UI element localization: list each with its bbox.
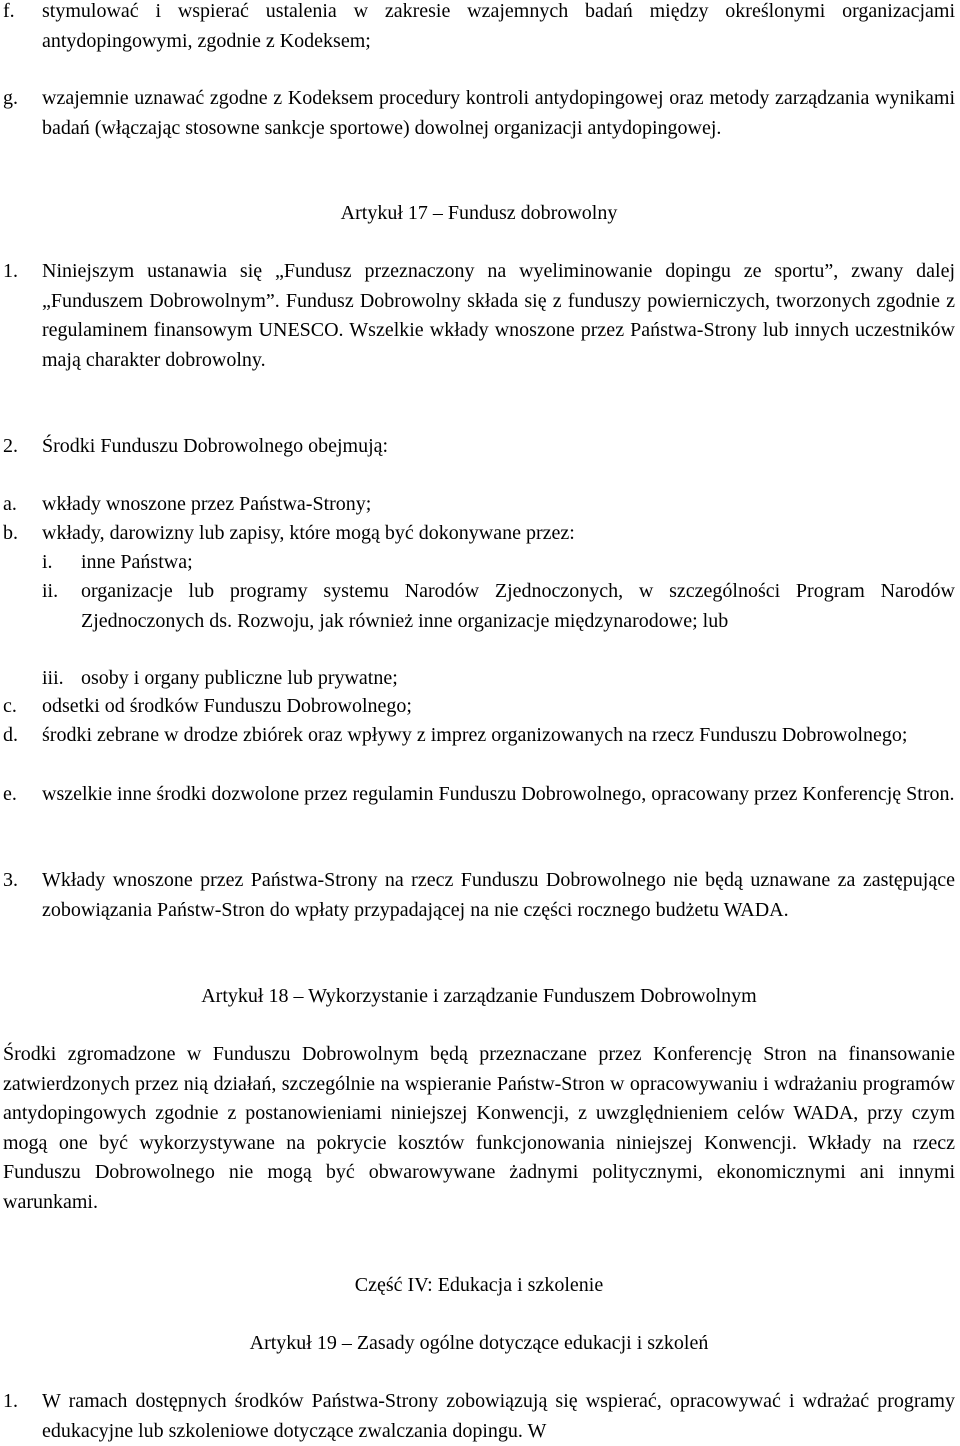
paragraph-text: W ramach dostępnych środków Państwa-Strony zobowiązują się wspierać, opracowywać i wdrażać programy edukacyjne lub szkoleniowe dotyczące zwalczania dopingu. W <box>42 1390 955 1442</box>
list-marker: i. <box>42 551 53 573</box>
article-17-heading: Artykuł 17 – Fundusz dobrowolny <box>340 202 618 224</box>
list-item-text: osoby i organy publiczne lub prywatne; <box>81 667 398 689</box>
list-item-text: odsetki od środków Funduszu Dobrowolnego; <box>42 695 412 717</box>
list-item-text: środki zebrane w drodze zbiórek oraz wpływy z imprez organizowanych na rzecz Funduszu Dobrowolnego; <box>42 724 908 746</box>
list-item-a <box>3 490 955 520</box>
article-19-paragraph-1 <box>3 1387 955 1446</box>
list-item-e <box>3 780 955 810</box>
list-marker: b. <box>3 522 18 544</box>
list-item-c <box>3 692 955 722</box>
article-18-heading: Artykuł 18 – Wykorzystanie i zarządzanie Funduszem Dobrowolnym <box>201 985 757 1007</box>
paragraph-number: 1. <box>3 260 18 282</box>
list-item-text: inne Państwa; <box>81 551 193 573</box>
paragraph-number: 1. <box>3 1390 18 1412</box>
list-item-text: organizacje lub programy systemu Narodów Zjednoczonych, w szczególności Program Narodów Zjednoczonych ds. Rozwoju, jak również inne organizacje międzynarodowe; lub <box>81 580 955 632</box>
list-marker: ii. <box>42 580 59 602</box>
article-17-paragraph-2 <box>3 432 955 462</box>
list-marker: d. <box>3 724 18 746</box>
paragraph-text: Wkłady wnoszone przez Państwa-Strony na rzecz Funduszu Dobrowolnego nie będą uznawane za zastępujące zobowiązania Państw-Stron do wpłaty przypadającej na nie części rocznego budżetu WADA. <box>42 869 955 921</box>
article-18-paragraph: Środki zgromadzone w Funduszu Dobrowolnym będą przeznaczane przez Konferencję Stron na finansowanie zatwierdzonych przez nią działań, szczególnie na wspieranie Państw-Stron w opracowywaniu i wdrażaniu programów antydopingowych zgodnie z postanowieniami niniejszej Konwencji, z uwzględnieniem celów WADA, przy czym mogą one być wykorzystywane na pokrycie kosztów funkcjonowania niniejszej Konwencji. Wkłady na rzecz Funduszu Dobrowolnego nie mogą być obwarowywane żadnymi politycznymi, ekonomicznymi ani innymi warunkami. <box>3 1043 955 1213</box>
list-item-text: wzajemnie uznawać zgodne z Kodeksem procedury kontroli antydopingowej oraz metody zarządzania wynikami badań (włączając stosowne sankcje sportowe) dowolnej organizacji antydopingowej. <box>42 87 955 139</box>
part-4-heading: Część IV: Edukacja i szkolenie <box>354 1274 604 1296</box>
list-item-text: stymulować i wspierać ustalenia w zakresie wzajemnych badań między określonymi organizacjami antydopingowymi, zgodnie z Kodeksem; <box>42 0 955 52</box>
article-17-paragraph-3 <box>3 866 955 925</box>
sublist-item-i <box>42 548 955 578</box>
list-item-text: wszelkie inne środki dozwolone przez regulamin Funduszu Dobrowolnego, opracowany przez Konferencję Stron. <box>42 783 955 805</box>
list-marker: iii. <box>42 667 64 689</box>
paragraph-text: Niniejszym ustanawia się „Fundusz przeznaczony na wyeliminowanie dopingu ze sportu”, zwany dalej „Funduszem Dobrowolnym”. Fundusz Dobrowolny składa się z funduszy powierniczych, tworzonych zgodnie z regulaminem finansowym UNESCO. Wszelkie wkłady wnoszone przez Państwa-Strony lub innych uczestników mają charakter dobrowolny. <box>42 260 955 371</box>
paragraph-number: 3. <box>3 869 18 891</box>
list-item-text: wkłady wnoszone przez Państwa-Strony; <box>42 493 372 515</box>
sublist-item-ii <box>42 577 955 636</box>
list-item-f <box>3 0 955 56</box>
list-marker: g. <box>3 87 18 109</box>
paragraph-number: 2. <box>3 435 18 457</box>
list-item-b <box>3 519 955 549</box>
list-item-text: wkłady, darowizny lub zapisy, które mogą być dokonywane przez: <box>42 522 575 544</box>
list-marker: a. <box>3 493 17 515</box>
list-item-d <box>3 721 955 751</box>
list-item-g <box>3 84 955 143</box>
list-marker: e. <box>3 783 17 805</box>
article-17-paragraph-1 <box>3 257 955 375</box>
list-marker: c. <box>3 695 17 717</box>
paragraph-text: Środki Funduszu Dobrowolnego obejmują: <box>42 435 389 457</box>
article-19-heading: Artykuł 19 – Zasady ogólne dotyczące edukacji i szkoleń <box>249 1332 709 1354</box>
sublist-item-iii <box>42 664 955 694</box>
list-marker: f. <box>3 0 15 22</box>
